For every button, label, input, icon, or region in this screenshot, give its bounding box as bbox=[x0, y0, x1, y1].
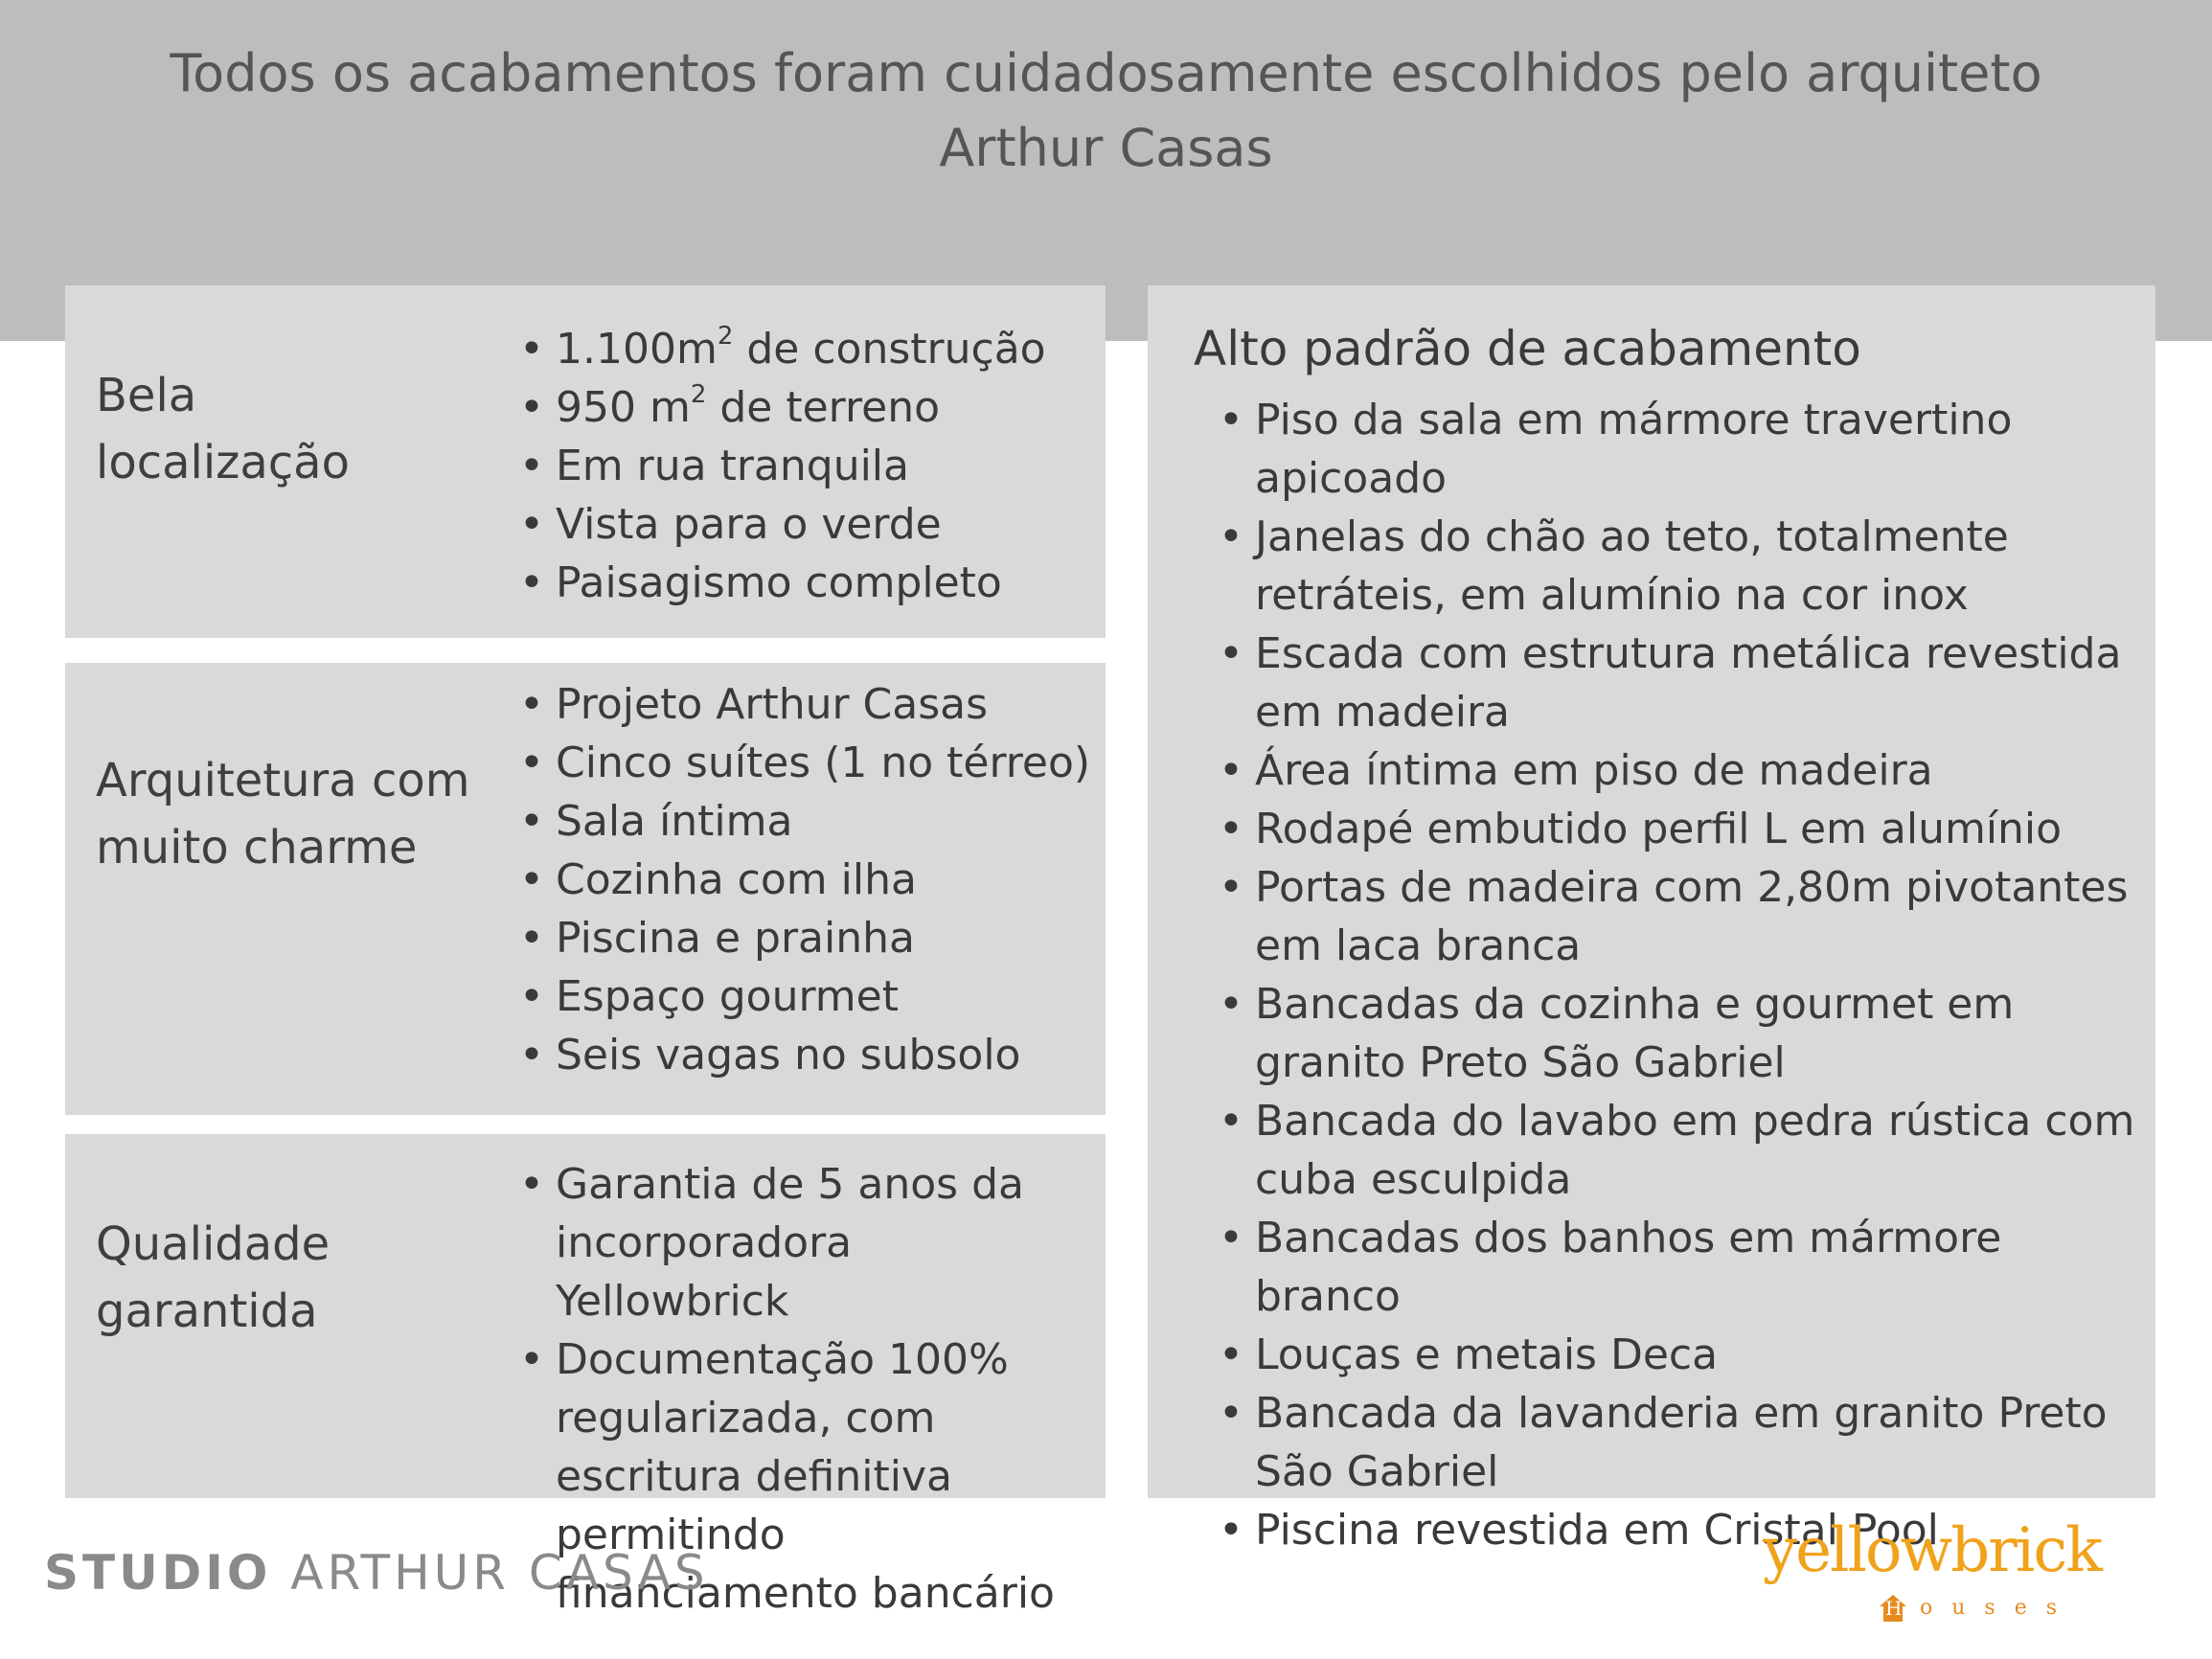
location-list bbox=[517, 320, 1092, 612]
card-quality-label-line-1: Qualidade bbox=[96, 1217, 331, 1271]
list-item: • Sala íntima bbox=[517, 792, 1092, 851]
finishes-heading: Alto padrão de acabamento bbox=[1194, 321, 1861, 376]
list-item: • Documentação 100% regularizada, com escritura definitiva permitindo financiamento bancário bbox=[517, 1330, 1092, 1623]
list-item: • Vista para o verde bbox=[517, 495, 1092, 554]
list-item: • Cinco suítes (1 no térreo) bbox=[517, 734, 1092, 792]
card-architecture-label bbox=[96, 747, 517, 881]
list-item: • Piso da sala em mármore travertino apicoado bbox=[1217, 391, 2136, 508]
card-architecture-label-line-2: muito charme bbox=[96, 821, 418, 875]
card-architecture-label-line-1: Arquitetura com bbox=[96, 754, 470, 807]
list-item: • Bancadas da cozinha e gourmet em granito Preto São Gabriel bbox=[1217, 975, 2136, 1092]
list-item: • Janelas do chão ao teto, totalmente retráteis, em alumínio na cor inox bbox=[1217, 508, 2136, 625]
list-item: • Bancada do lavabo em pedra rústica com cuba esculpida bbox=[1217, 1092, 2136, 1209]
yellowbrick-logo-sub bbox=[1878, 1592, 2076, 1625]
list-item: • Escada com estrutura metálica revestida em madeira bbox=[1217, 625, 2136, 741]
yellowbrick-logo bbox=[1763, 1517, 2108, 1628]
page-title bbox=[0, 36, 2212, 186]
page-title-line-2: Arthur Casas bbox=[939, 118, 1273, 178]
list-item: • Área íntima em piso de madeira bbox=[1217, 741, 2136, 800]
card-quality-label-line-2: garantida bbox=[96, 1284, 318, 1338]
list-item: • Rodapé embutido perfil L em alumínio bbox=[1217, 800, 2136, 858]
list-item: • Cozinha com ilha bbox=[517, 851, 1092, 909]
card-location-label bbox=[96, 362, 517, 496]
list-item: • Portas de madeira com 2,80m pivotantes em laca branca bbox=[1217, 858, 2136, 975]
card-architecture bbox=[65, 663, 1106, 1115]
card-location bbox=[65, 285, 1106, 638]
finishes-list bbox=[1217, 391, 2136, 1559]
list-item: • Piscina e prainha bbox=[517, 909, 1092, 967]
list-item: • 950 $m^2$ de terreno bbox=[517, 378, 1092, 437]
list-item: • Seis vagas no subsolo bbox=[517, 1026, 1092, 1084]
list-item: • Bancada da lavanderia em granito Preto São Gabriel bbox=[1217, 1384, 2136, 1501]
logo-sub-letter: H bbox=[1885, 1597, 1903, 1620]
logo-sub-text: ouses bbox=[1920, 1596, 2077, 1620]
card-quality-label bbox=[96, 1211, 517, 1345]
card-location-label-line-2: localização bbox=[96, 436, 350, 489]
page-title-line-1: Todos os acabamentos foram cuidadosamente escolhidos pelo arquiteto bbox=[170, 43, 2042, 103]
list-item: • Projeto Arthur Casas bbox=[517, 675, 1092, 734]
yellowbrick-logo-word: yellowbrick bbox=[1763, 1515, 2101, 1586]
studio-arthur-casas-logo bbox=[44, 1544, 709, 1602]
list-item: • Bancadas dos banhos em mármore branco bbox=[1217, 1209, 2136, 1326]
list-item: • Em rua tranquila bbox=[517, 437, 1092, 495]
architecture-list bbox=[517, 675, 1092, 1084]
studio-logo-bold: STUDIO bbox=[44, 1545, 272, 1601]
list-item: • $1.100m^2$ de construção bbox=[517, 320, 1092, 378]
list-item: • Paisagismo completo bbox=[517, 554, 1092, 612]
card-location-label-line-1: Bela bbox=[96, 369, 197, 422]
list-item: • Espaço gourmet bbox=[517, 967, 1092, 1026]
list-item: • Piscina revestida em Cristal Pool bbox=[1217, 1501, 2136, 1559]
studio-logo-rest: ARTHUR CASAS bbox=[271, 1545, 709, 1601]
list-item: • Louças e metais Deca bbox=[1217, 1326, 2136, 1384]
list-item: • Garantia de 5 anos da incorporadora Yellowbrick bbox=[517, 1155, 1092, 1330]
